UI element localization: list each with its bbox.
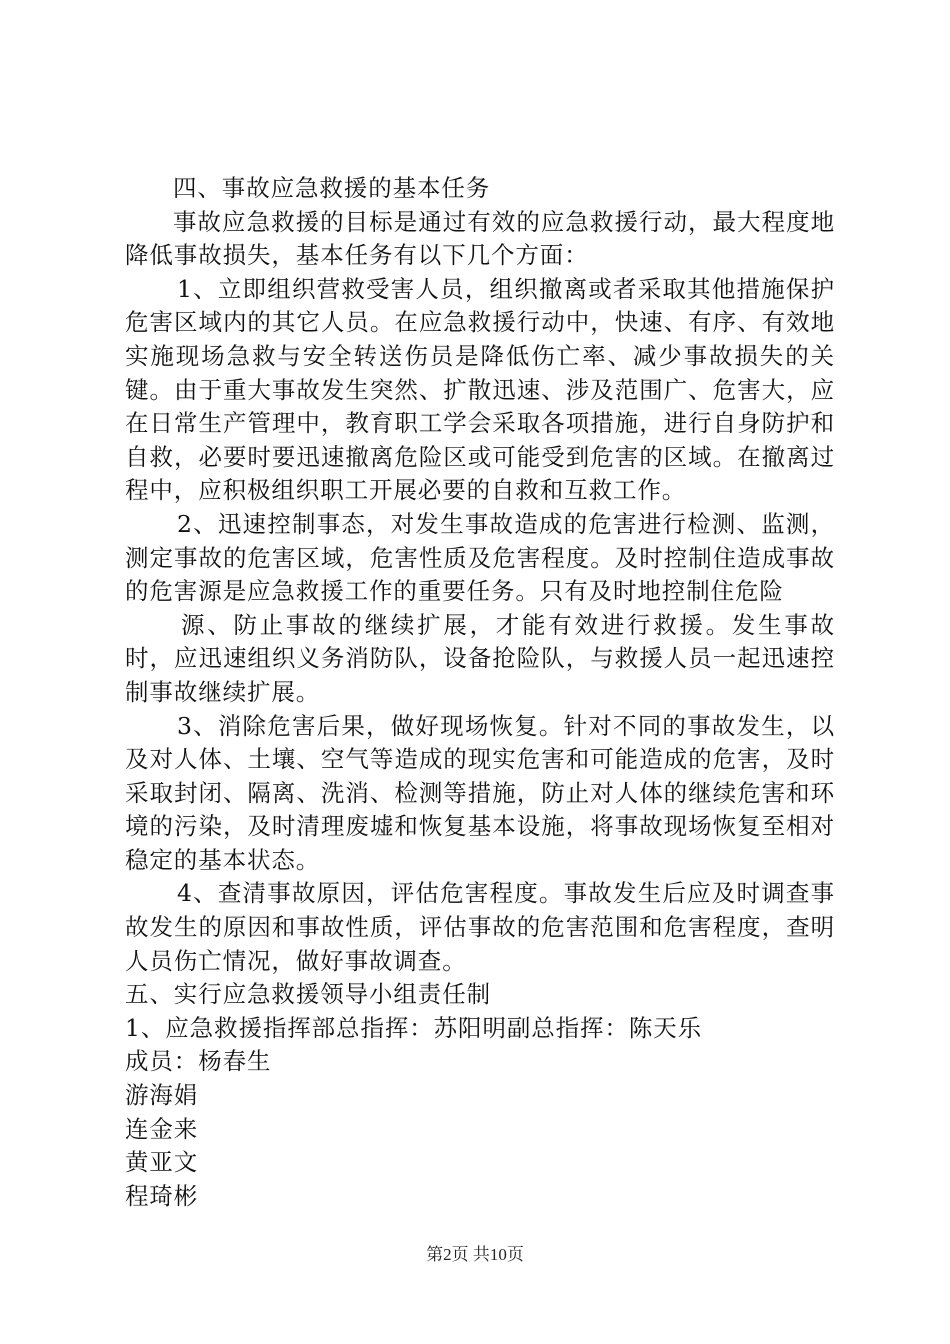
task-item-3: 3、消除危害后果，做好现场恢复。针对不同的事故发生，以及对人体、土壤、空气等造成的现实危害和可能造成的危害，及时采取封闭、隔离、洗消、检测等措施，防止对人体的继续危害和环境的污染，及时清理废墟和恢复基本设施，将事故现场恢复至相对稳定的基本状态。 [125, 711, 835, 874]
task-item-2-part1: 2、迅速控制事态，对发生事故造成的危害进行检测、监测，测定事故的危害区域，危害性质及危害程度。及时控制住造成事故的危害源是应急救援工作的重要任务。只有及时地控制住危险 [125, 509, 835, 606]
command-line: 1、应急救援指挥部总指挥：苏阳明副总指挥：陈天乐 [125, 1013, 703, 1042]
member-name: 游海娟 [125, 1081, 199, 1110]
page-footer: 第2页 共10页 [426, 1245, 524, 1264]
section-intro-paragraph: 事故应急救援的目标是通过有效的应急救援行动，最大程度地降低事故损失，基本任务有以下几个方面： [125, 207, 835, 270]
member-name: 黄亚文 [125, 1148, 199, 1177]
task-item-2-part2: 源、防止事故的继续扩展，才能有效进行救援。发生事故时，应迅速组织义务消防队，设备抢险队，与救援人员一起迅速控制事故继续扩展。 [125, 610, 835, 706]
member-name: 程琦彬 [125, 1181, 199, 1210]
document-body [125, 172, 835, 1213]
task-item-4: 4、查清事故原因，评估危害程度。事故发生后应及时调查事故发生的原因和事故性质，评估事故的危害范围和危害程度，查明人员伤亡情况，做好事故调查。 [125, 879, 835, 975]
member-name: 连金来 [125, 1114, 199, 1143]
section-heading-5: 五、实行应急救援领导小组责任制 [125, 980, 491, 1009]
task-item-1: 1、立即组织营救受害人员，组织撤离或者采取其他措施保护危害区域内的其它人员。在应急救援行动中，快速、有序、有效地实施现场急救与安全转送伤员是降低伤亡率、减少事故损失的关键。由于重大事故发生突然、扩散迅速、涉及范围广、危害大，应在日常生产管理中，教育职工学会采取各项措施，进行自身防护和自救，必要时要迅速撤离危险区或可能受到危害的区域。在撤离过程中，应积极组织职工开展必要的自救和互救工作。 [125, 274, 835, 505]
section-heading-4: 四、事故应急救援的基本任务 [173, 174, 491, 202]
members-label: 成员：杨春生 [125, 1047, 272, 1076]
